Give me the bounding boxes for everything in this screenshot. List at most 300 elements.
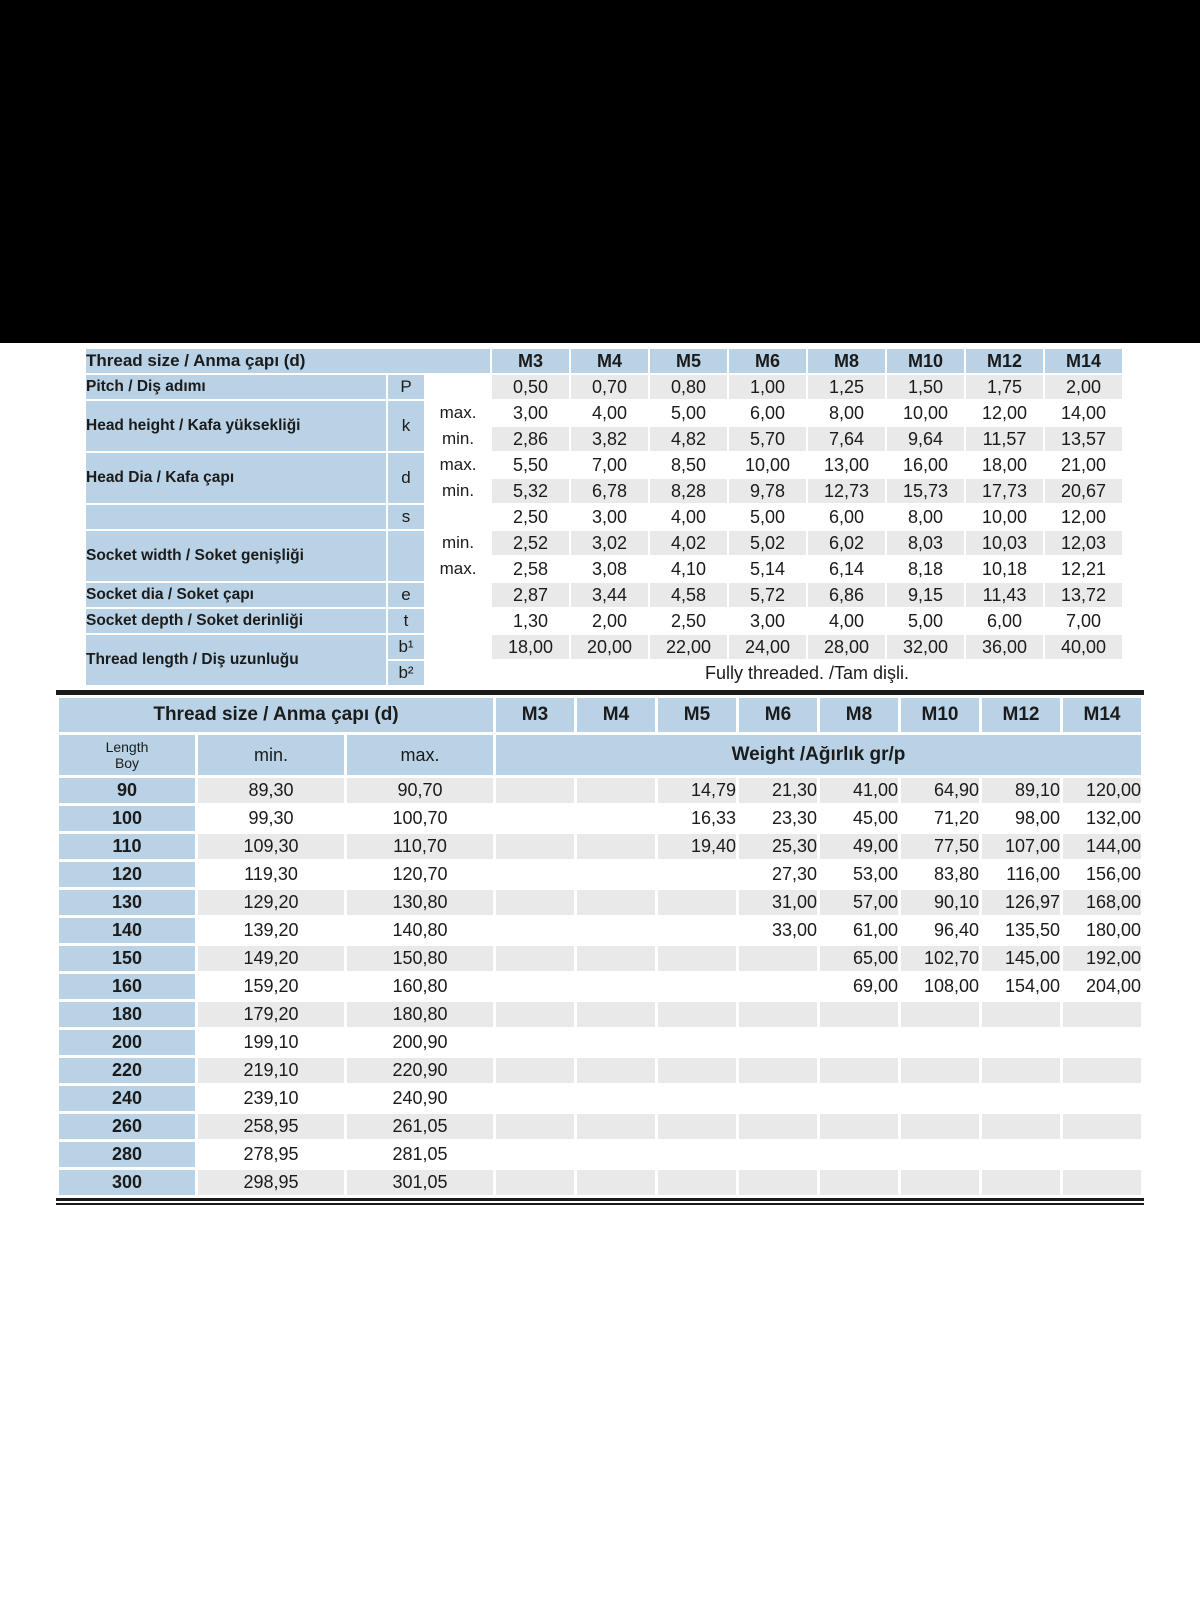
- spec-value: 5,00: [907, 610, 944, 631]
- weight-cell: [901, 1114, 979, 1139]
- weight-cell: [496, 862, 574, 887]
- spec-row-label: Head Dia / Kafa çapı: [86, 453, 386, 503]
- spec-value: 2,50: [670, 610, 707, 631]
- spec-value: 2,86: [492, 427, 569, 451]
- weight-cell: [658, 1170, 736, 1195]
- min-cell: 258,95: [198, 1114, 344, 1139]
- spec-symbol: t: [388, 609, 424, 633]
- weight-cell: 135,50: [1004, 920, 1060, 940]
- spec-value: 10,00: [902, 402, 949, 423]
- weight-cell: [577, 1170, 655, 1195]
- weight-cell: [496, 1030, 574, 1055]
- weight-cell: [739, 1058, 817, 1083]
- length-row: [59, 918, 1141, 943]
- spec-value: 1,00: [729, 375, 806, 399]
- max-cell: 301,05: [347, 1170, 493, 1195]
- spec-row: [86, 609, 1122, 633]
- min-cell: 129,20: [198, 890, 344, 915]
- spec-limit: min.: [441, 429, 475, 448]
- weight-cell: 156,00: [1085, 864, 1141, 884]
- spec-value: 36,00: [966, 635, 1043, 659]
- length-subheader-row: [59, 735, 1141, 775]
- spec-corner-header: Thread size / Anma çapı (d): [86, 349, 490, 373]
- weight-cell: [496, 890, 574, 915]
- col-header-m12: M12: [982, 698, 1060, 732]
- weight-cell: 180,00: [1085, 920, 1141, 940]
- spec-value: 13,57: [1045, 427, 1122, 451]
- spec-row: [86, 505, 1122, 529]
- weight-cell: [577, 834, 655, 859]
- length-cell: 150: [59, 946, 195, 971]
- spec-value: 5,02: [729, 531, 806, 555]
- spec-limit: [426, 583, 490, 607]
- spec-value: 5,32: [492, 479, 569, 503]
- weight-cell: 25,30: [739, 834, 817, 859]
- length-header-line2: Boy: [114, 755, 140, 771]
- weight-cell: 126,97: [982, 890, 1060, 915]
- spec-value: 6,86: [808, 583, 885, 607]
- weight-cell: [658, 946, 736, 971]
- length-cell: 120: [59, 862, 195, 887]
- weight-cell: [901, 1030, 979, 1055]
- spec-symbol: s: [388, 505, 424, 529]
- weight-cell: 23,30: [771, 808, 817, 828]
- weight-cell: 45,00: [852, 808, 898, 828]
- weight-cell: [982, 1142, 1060, 1167]
- weight-cell: 98,00: [1014, 808, 1060, 828]
- weight-cell: 96,40: [933, 920, 979, 940]
- spec-value: 6,00: [828, 506, 865, 527]
- weight-cell: [820, 1086, 898, 1111]
- length-cell: 180: [59, 1002, 195, 1027]
- spec-value: 11,43: [966, 583, 1043, 607]
- weight-cell: 132,00: [1085, 808, 1141, 828]
- weight-cell: [1063, 1030, 1141, 1055]
- spec-value: 1,50: [887, 375, 964, 399]
- weight-cell: 69,00: [852, 976, 898, 996]
- spec-value: 10,00: [981, 506, 1028, 527]
- spec-value: 3,00: [512, 402, 549, 423]
- weight-cell: 145,00: [982, 946, 1060, 971]
- col-header-m6: M6: [729, 349, 806, 373]
- length-cell: 90: [59, 778, 195, 803]
- spec-value: 24,00: [729, 635, 806, 659]
- spec-row-label: Socket width / Soket genişliği: [86, 531, 386, 581]
- max-cell: 90,70: [347, 778, 493, 803]
- spec-span-text: Fully threaded. /Tam dişli.: [704, 662, 910, 683]
- spec-limit: max.: [439, 403, 477, 422]
- weight-cell: [496, 918, 574, 943]
- spec-value: 18,00: [492, 635, 569, 659]
- max-cell: 140,80: [392, 920, 448, 940]
- spec-value: 5,72: [729, 583, 806, 607]
- weight-cell: [739, 1142, 817, 1167]
- weight-cell: [1063, 1114, 1141, 1139]
- spec-value: 4,10: [670, 558, 707, 579]
- spec-value: 9,64: [887, 427, 964, 451]
- weight-cell: [658, 918, 736, 943]
- spec-value: 21,00: [1060, 454, 1107, 475]
- spec-value: 2,00: [1045, 375, 1122, 399]
- max-cell: 180,80: [347, 1002, 493, 1027]
- weight-cell: [739, 1002, 817, 1027]
- weight-cell: [496, 1142, 574, 1167]
- spec-limit: [426, 635, 490, 659]
- length-cell: 160: [59, 974, 195, 999]
- weight-cell: [901, 1002, 979, 1027]
- spec-value: 0,50: [492, 375, 569, 399]
- weight-cell: [982, 1030, 1060, 1055]
- spec-value: 6,00: [986, 610, 1023, 631]
- spec-value: 5,50: [512, 454, 549, 475]
- spec-value: 5,00: [670, 402, 707, 423]
- length-row: [59, 862, 1141, 887]
- max-cell: 160,80: [392, 976, 448, 996]
- weight-cell: 49,00: [820, 834, 898, 859]
- spec-value: 5,00: [749, 506, 786, 527]
- spec-value: 7,00: [591, 454, 628, 475]
- col-header-m14: M14: [1045, 349, 1122, 373]
- bottom-double-rule: [56, 1203, 1144, 1205]
- weight-cell: [1063, 1142, 1141, 1167]
- spec-value: 12,21: [1060, 558, 1107, 579]
- spec-value: 12,73: [808, 479, 885, 503]
- spec-value: 8,03: [887, 531, 964, 555]
- weight-cell: 21,30: [739, 778, 817, 803]
- spec-symbol: P: [388, 375, 424, 399]
- spec-limit: min.: [441, 481, 475, 500]
- spec-value: 4,58: [650, 583, 727, 607]
- col-header-m3: M3: [492, 349, 569, 373]
- weight-cell: [577, 1030, 655, 1055]
- col-header-m8: M8: [820, 698, 898, 732]
- spec-value: 1,75: [966, 375, 1043, 399]
- weight-cell: [982, 1002, 1060, 1027]
- length-cell: 100: [59, 806, 195, 831]
- length-cell: 110: [59, 834, 195, 859]
- weight-cell: [496, 806, 574, 831]
- weight-cell: [901, 1086, 979, 1111]
- weight-cell: 144,00: [1063, 834, 1141, 859]
- max-cell: 150,80: [347, 946, 493, 971]
- length-cell: 220: [59, 1058, 195, 1083]
- weight-cell: [1063, 1002, 1141, 1027]
- spec-value: 0,80: [650, 375, 727, 399]
- weight-cell: [739, 1030, 817, 1055]
- spec-value: 5,14: [749, 558, 786, 579]
- min-cell: 159,20: [243, 976, 299, 996]
- weight-cell: 19,40: [658, 834, 736, 859]
- spec-value: 5,70: [729, 427, 806, 451]
- weight-cell: [820, 1058, 898, 1083]
- weight-cell: [982, 1058, 1060, 1083]
- min-cell: 199,10: [243, 1032, 299, 1052]
- spec-value: 16,00: [902, 454, 949, 475]
- weight-cell: [496, 1170, 574, 1195]
- min-cell: 149,20: [198, 946, 344, 971]
- weight-cell: [739, 1114, 817, 1139]
- weight-cell: 14,79: [658, 778, 736, 803]
- weight-cell: [496, 778, 574, 803]
- length-header-line1: Length: [105, 739, 149, 755]
- col-header-m6: M6: [739, 698, 817, 732]
- spec-symbol: d: [388, 453, 424, 503]
- weight-cell: 107,00: [982, 834, 1060, 859]
- weight-cell: [577, 1086, 655, 1111]
- length-row: [59, 1086, 1141, 1111]
- spec-value: 12,03: [1045, 531, 1122, 555]
- weight-cell: [577, 974, 655, 999]
- col-header-m4: M4: [577, 698, 655, 732]
- length-row: [59, 1170, 1141, 1195]
- min-cell: 109,30: [198, 834, 344, 859]
- spec-value: 22,00: [650, 635, 727, 659]
- weight-cell: [658, 1114, 736, 1139]
- weight-cell: 61,00: [852, 920, 898, 940]
- min-cell: 239,10: [243, 1088, 299, 1108]
- weight-cell: [577, 1058, 655, 1083]
- weight-cell: [658, 1142, 736, 1167]
- weight-cell: [577, 778, 655, 803]
- weight-cell: [658, 974, 736, 999]
- spec-value: 3,00: [591, 506, 628, 527]
- spec-header-row: [86, 349, 1122, 373]
- spec-limit: [426, 661, 490, 685]
- weight-cell: 192,00: [1063, 946, 1141, 971]
- length-row: [59, 946, 1141, 971]
- spec-value: 6,78: [571, 479, 648, 503]
- length-cell: 200: [59, 1030, 195, 1055]
- spec-value: 7,64: [808, 427, 885, 451]
- spec-value: 6,14: [828, 558, 865, 579]
- spec-value: 4,82: [650, 427, 727, 451]
- spec-value: 8,50: [670, 454, 707, 475]
- spec-value: 3,44: [571, 583, 648, 607]
- col-header-m14: M14: [1063, 698, 1141, 732]
- col-header-m4: M4: [571, 349, 648, 373]
- max-cell: 220,90: [347, 1058, 493, 1083]
- spec-value: 2,58: [512, 558, 549, 579]
- max-cell: 261,05: [347, 1114, 493, 1139]
- spec-symbol: b²: [388, 661, 424, 685]
- spec-value: 8,18: [907, 558, 944, 579]
- dimension-spec-table: [84, 347, 1124, 687]
- weight-cell: [577, 946, 655, 971]
- weight-cell: 108,00: [923, 976, 979, 996]
- length-row: [59, 1114, 1141, 1139]
- spec-value: 8,00: [907, 506, 944, 527]
- weight-cell: [577, 862, 655, 887]
- weight-cell: [1063, 1170, 1141, 1195]
- spec-value: 15,73: [887, 479, 964, 503]
- spec-row-label: Socket dia / Soket çapı: [86, 583, 386, 607]
- weight-cell: [658, 862, 736, 887]
- weight-cell: 16,33: [690, 808, 736, 828]
- spec-limit: [426, 505, 490, 529]
- weight-cell: [658, 1086, 736, 1111]
- weight-cell: 31,00: [739, 890, 817, 915]
- spec-value: 14,00: [1060, 402, 1107, 423]
- col-header-m3: M3: [496, 698, 574, 732]
- spec-value: 10,00: [744, 454, 791, 475]
- spec-value: 4,00: [670, 506, 707, 527]
- spec-row: [86, 583, 1122, 607]
- length-row: [59, 1142, 1141, 1167]
- weight-cell: 65,00: [820, 946, 898, 971]
- max-cell: 200,90: [392, 1032, 448, 1052]
- weight-cell: 102,70: [901, 946, 979, 971]
- length-corner-header: Thread size / Anma çapı (d): [59, 698, 493, 732]
- spec-value: 6,00: [749, 402, 786, 423]
- spec-value: 12,00: [1060, 506, 1107, 527]
- max-cell: 130,80: [347, 890, 493, 915]
- max-column-header: max.: [347, 735, 493, 775]
- length-cell: 240: [59, 1086, 195, 1111]
- length-cell: 130: [59, 890, 195, 915]
- weight-cell: 27,30: [771, 864, 817, 884]
- spec-value: 12,00: [981, 402, 1028, 423]
- weight-cell: 71,20: [933, 808, 979, 828]
- weight-cell: [820, 1142, 898, 1167]
- spec-value: 4,00: [591, 402, 628, 423]
- weight-cell: [658, 1058, 736, 1083]
- length-row: [59, 834, 1141, 859]
- min-column-header: min.: [198, 735, 344, 775]
- weight-cell: [901, 1058, 979, 1083]
- weight-cell: 90,10: [901, 890, 979, 915]
- spec-value: 40,00: [1045, 635, 1122, 659]
- spec-value: 2,87: [492, 583, 569, 607]
- spec-value: 28,00: [808, 635, 885, 659]
- weight-cell: [1063, 1058, 1141, 1083]
- weight-cell: 116,00: [1006, 864, 1060, 884]
- spec-value: 3,00: [749, 610, 786, 631]
- spec-value: 7,00: [1065, 610, 1102, 631]
- spec-row: [86, 635, 1122, 659]
- weight-cell: [496, 946, 574, 971]
- weight-cell: 57,00: [820, 890, 898, 915]
- spec-value: 8,00: [828, 402, 865, 423]
- spec-value: 2,00: [591, 610, 628, 631]
- length-row: [59, 890, 1141, 915]
- spec-value: 18,00: [981, 454, 1028, 475]
- weight-cell: 89,10: [982, 778, 1060, 803]
- spec-row: [86, 401, 1122, 425]
- length-row: [59, 778, 1141, 803]
- weight-cell: [901, 1142, 979, 1167]
- spec-value: 32,00: [887, 635, 964, 659]
- length-header-row: [59, 698, 1141, 732]
- col-header-m5: M5: [650, 349, 727, 373]
- weight-cell: [496, 1058, 574, 1083]
- spec-value: 20,00: [571, 635, 648, 659]
- max-cell: 120,70: [392, 864, 448, 884]
- weight-cell: [658, 1002, 736, 1027]
- weight-cell: [496, 1114, 574, 1139]
- min-cell: 99,30: [248, 808, 294, 828]
- length-cell: 280: [59, 1142, 195, 1167]
- min-cell: 278,95: [243, 1144, 299, 1164]
- spec-row-label: Pitch / Diş adımı: [86, 375, 386, 399]
- top-black-bar: [0, 0, 1200, 343]
- spec-value: 3,02: [571, 531, 648, 555]
- length-row: [59, 1030, 1141, 1055]
- weight-cell: [901, 1170, 979, 1195]
- spec-limit: [426, 375, 490, 399]
- length-cell: 260: [59, 1114, 195, 1139]
- spec-value: 3,08: [591, 558, 628, 579]
- spec-row-label: Thread length / Diş uzunluğu: [86, 635, 386, 685]
- weight-cell: [658, 890, 736, 915]
- weight-cell: 53,00: [852, 864, 898, 884]
- weight-cell: [820, 1170, 898, 1195]
- weight-cell: [739, 974, 817, 999]
- spec-row: [86, 375, 1122, 399]
- weight-cell: [658, 1030, 736, 1055]
- spec-value: 6,02: [808, 531, 885, 555]
- length-weight-table: [56, 695, 1144, 1198]
- weight-cell: [577, 918, 655, 943]
- spec-row-label: Socket depth / Soket derinliği: [86, 609, 386, 633]
- col-header-m12: M12: [966, 349, 1043, 373]
- weight-cell: [496, 1002, 574, 1027]
- max-cell: 100,70: [392, 808, 448, 828]
- catalog-tables: [56, 347, 1144, 1205]
- weight-cell: 33,00: [771, 920, 817, 940]
- spec-value: 10,03: [966, 531, 1043, 555]
- weight-cell: [820, 1030, 898, 1055]
- spec-value: 0,70: [571, 375, 648, 399]
- spec-value: 9,78: [729, 479, 806, 503]
- spec-row-label: [86, 505, 386, 529]
- spec-symbol: b¹: [388, 635, 424, 659]
- length-row: [59, 974, 1141, 999]
- max-cell: 281,05: [392, 1144, 448, 1164]
- weight-cell: 41,00: [820, 778, 898, 803]
- spec-limit: max.: [439, 455, 477, 474]
- spec-value: 1,25: [808, 375, 885, 399]
- weight-cell: 83,80: [933, 864, 979, 884]
- spec-value: 10,18: [981, 558, 1028, 579]
- min-cell: 298,95: [198, 1170, 344, 1195]
- spec-row: [86, 531, 1122, 555]
- spec-value: 3,82: [571, 427, 648, 451]
- weight-cell: [496, 834, 574, 859]
- weight-cell: 154,00: [1004, 976, 1060, 996]
- weight-cell: [577, 890, 655, 915]
- length-weight-section: [56, 690, 1144, 1201]
- weight-cell: [577, 1142, 655, 1167]
- weight-cell: [982, 1114, 1060, 1139]
- weight-header: Weight /Ağırlık gr/p: [496, 735, 1141, 775]
- spec-row-label: Head height / Kafa yüksekliği: [86, 401, 386, 451]
- spec-value: 4,02: [650, 531, 727, 555]
- spec-value: 9,15: [887, 583, 964, 607]
- length-row: [59, 1058, 1141, 1083]
- length-cell: 140: [59, 918, 195, 943]
- min-cell: 89,30: [198, 778, 344, 803]
- spec-symbol: [388, 531, 424, 581]
- spec-value: 2,50: [512, 506, 549, 527]
- spec-value: 1,30: [512, 610, 549, 631]
- length-cell: 300: [59, 1170, 195, 1195]
- spec-symbol: k: [388, 401, 424, 451]
- spec-limit: min.: [441, 533, 475, 552]
- weight-cell: [739, 1170, 817, 1195]
- weight-cell: 120,00: [1063, 778, 1141, 803]
- min-cell: 119,30: [244, 864, 298, 884]
- col-header-m8: M8: [808, 349, 885, 373]
